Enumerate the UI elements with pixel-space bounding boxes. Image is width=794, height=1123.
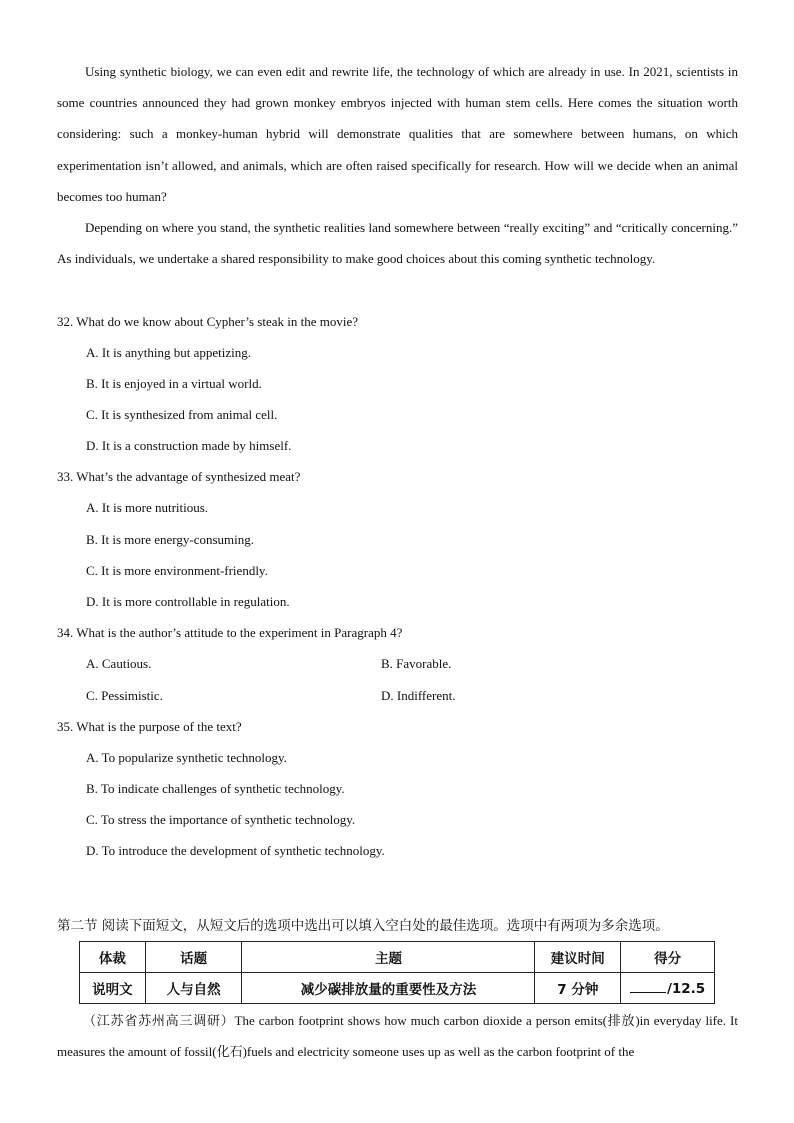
question-34-option-b[interactable]: B. Favorable.	[381, 656, 452, 671]
cell-score[interactable]	[621, 973, 715, 1004]
passage-paragraph-1: Using synthetic biology, we can even edit and rewrite life, the technology of which are already in use. In 2021, scientists in some countries announced they had grown monkey embryos injected with human stem cells. Here comes the situation worth considering: such a monkey-human hybrid will demonstrate qualities that are somewhere between humans, on which experimentation isn’t allowed, and animals, which are often raised specifically for research. How will we decide when an animal becomes too human?	[57, 64, 738, 204]
question-34-option-a[interactable]: A. Cautious.	[86, 656, 152, 671]
header-theme: 主题	[242, 942, 535, 973]
question-35-option-a[interactable]: A. To popularize synthetic technology.	[86, 750, 287, 765]
question-32-option-d[interactable]: D. It is a construction made by himself.	[86, 438, 292, 453]
question-33-option-a[interactable]: A. It is more nutritious.	[86, 500, 209, 515]
header-topic: 话题	[145, 942, 242, 973]
cell-genre: 说明文	[80, 973, 146, 1004]
table-row	[80, 973, 715, 1004]
cell-theme: 减少碳排放量的重要性及方法	[242, 973, 535, 1004]
question-34-option-c[interactable]: C. Pessimistic.	[86, 688, 163, 703]
score-blank[interactable]	[630, 980, 666, 993]
question-33-stem: 33. What’s the advantage of synthesized meat?	[57, 469, 301, 484]
table-header-row	[80, 942, 715, 973]
question-33-option-c[interactable]: C. It is more environment-friendly.	[86, 563, 268, 578]
cell-topic: 人与自然	[145, 973, 242, 1004]
section-2-passage-start: （江苏省苏州高三调研）The carbon footprint shows how much carbon dioxide a person emits(排放)in everyday life. It measures the amount of fossil(化石)fuels and electricity someone uses up as well as the carbon footprint of the	[57, 1013, 738, 1060]
score-total: /12.5	[666, 980, 706, 997]
question-35-option-b[interactable]: B. To indicate challenges of synthetic technology.	[86, 781, 345, 796]
question-34-stem: 34. What is the author’s attitude to the experiment in Paragraph 4?	[57, 625, 403, 640]
question-35-option-c[interactable]: C. To stress the importance of synthetic technology.	[86, 812, 356, 827]
question-33-option-b[interactable]: B. It is more energy-consuming.	[86, 532, 255, 547]
header-score: 得分	[621, 942, 715, 973]
cell-suggested-time: 7 分钟	[535, 973, 621, 1004]
passage-paragraph-2: Depending on where you stand, the synthetic realities land somewhere between “really exciting” and “critically concerning.” As individuals, we undertake a shared responsibility to make good choices about this coming synthetic technology.	[57, 220, 738, 267]
section-2-heading: 第二节 阅读下面短文，从短文后的选项中选出可以填入空白处的最佳选项。选项中有两项为多余选项。	[57, 918, 669, 934]
header-genre: 体裁	[80, 942, 146, 973]
question-32-option-b[interactable]: B. It is enjoyed in a virtual world.	[86, 376, 262, 391]
header-suggested-time: 建议时间	[535, 942, 621, 973]
question-35-stem: 35. What is the purpose of the text?	[57, 719, 242, 734]
question-35-option-d[interactable]: D. To introduce the development of synthetic technology.	[86, 843, 385, 858]
question-32-option-c[interactable]: C. It is synthesized from animal cell.	[86, 407, 278, 422]
question-32-option-a[interactable]: A. It is anything but appetizing.	[86, 345, 252, 360]
passage-info-table	[79, 941, 715, 1004]
question-32-stem: 32. What do we know about Cypher’s steak in the movie?	[57, 314, 358, 329]
question-34-option-d[interactable]: D. Indifferent.	[381, 688, 456, 703]
question-33-option-d[interactable]: D. It is more controllable in regulation.	[86, 594, 290, 609]
